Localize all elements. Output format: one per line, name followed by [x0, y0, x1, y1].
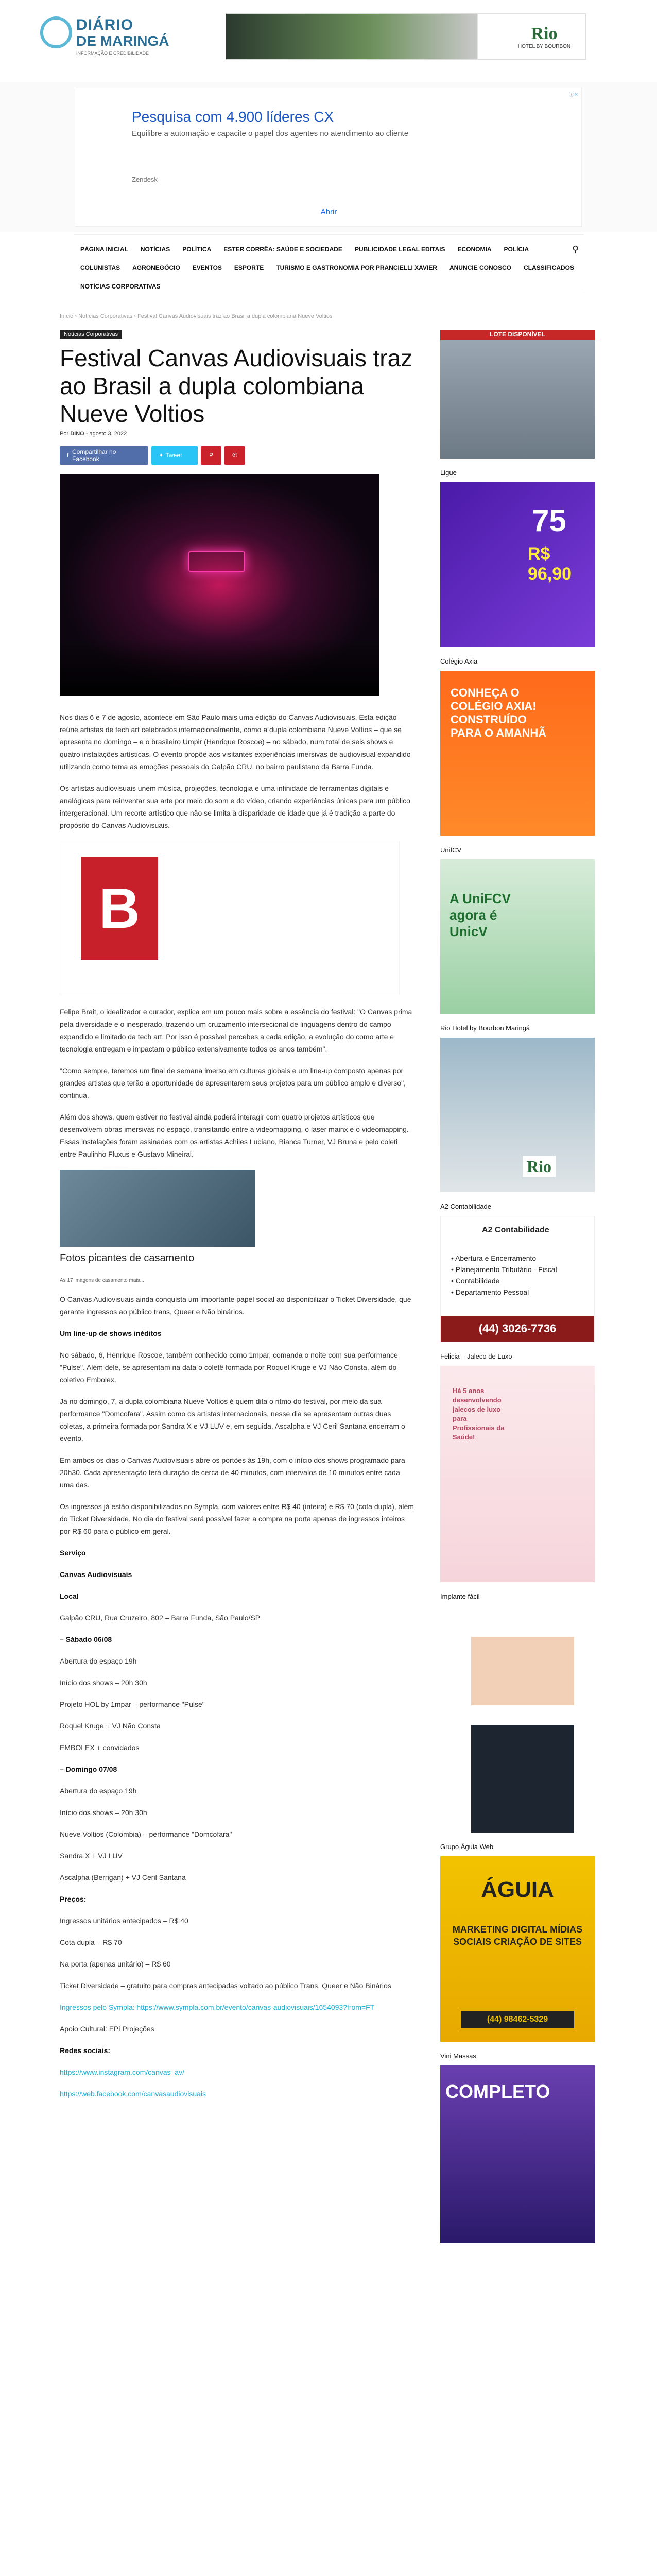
whatsapp-icon: ✆	[232, 452, 238, 459]
ad-list-item: • Departamento Pessoal	[451, 1288, 529, 1296]
page-title: Festival Canvas Audiovisuais traz ao Brasil a dupla colombiana Nueve Voltios	[60, 345, 413, 427]
author-link[interactable]: DINO	[70, 431, 84, 437]
promo-title[interactable]: Fotos picantes de casamento	[60, 1252, 195, 1264]
site-logo[interactable]	[40, 13, 174, 55]
service-line: Galpão CRU, Rua Cruzeiro, 802 – Barra Funda, São Paulo/SP	[60, 1614, 261, 1622]
ad-image	[440, 2065, 595, 2243]
twitter-icon: ✦	[159, 452, 166, 459]
service-line: Redes sociais:	[60, 2046, 111, 2055]
ad-image	[440, 482, 595, 647]
ad-list-item: • Abertura e Encerramento	[451, 1254, 537, 1262]
service-line: Apoio Cultural: EPi Projeções	[60, 2025, 154, 2033]
ad-label: A UniFCV agora é UnicV	[449, 891, 511, 939]
hero-crowd-graphic	[60, 639, 379, 696]
banner-rio-logo	[503, 14, 585, 59]
service-line: Canvas Audiovisuais	[60, 1570, 132, 1579]
article-paragraph: Além dos shows, quem estiver no festival ainda poderá interagir com quatro projetos artísticos que desenvolvem obras imersivas no espaço, transitando entre a videomapping, o laser mainx e o videomapping. Essas instalações foram assinadas com os artistas Achiles Luciano, Bianca Turner, VJ Bruna e pelo coleti entre Paulinho Fluxus e Gustavo Mineiral.	[60, 1113, 409, 1158]
ad-price: R$ 96,90	[528, 544, 572, 584]
sidebar-ad-axia[interactable]	[440, 657, 595, 836]
ad-image	[440, 1366, 595, 1582]
ad-sub: MARKETING DIGITAL MÍDIAS SOCIAIS CRIAÇÃO DE SITES	[452, 1924, 583, 1947]
section-heading: Serviço	[60, 1549, 86, 1557]
article-paragraph: Os ingressos já estão disponibilizados no Sympla, com valores entre R$ 40 (inteira) e R$ 70 (cota dupla), além do Ticket Diversidade. No dia do festival será possível fazer a compra na porta apenas de ingressos inteiros por R$ 60 para o público em geral.	[60, 1502, 414, 1535]
nav-item-noticias[interactable]: NOTÍCIAS	[140, 246, 170, 253]
promo-source: As 17 imagens de casamento mais...	[60, 1278, 144, 1283]
article-paragraph: Já no domingo, 7, a dupla colombiana Nueve Voltios é quem dita o ritmo do festival, por meio da sua performance "Domcofara". Assim como os artistas internacionais, nesse dia se apresentam outras duas coletas, a primeira formada por Sandra X e VJ LUV e, em seguida, Ascalpha e VJ Ceril Santana encerram o evento.	[60, 1397, 405, 1443]
promo-ad[interactable]	[60, 1170, 400, 1283]
service-line: Na porta (apenas unitário) – R$ 60	[60, 1960, 171, 1968]
nav-item-esporte[interactable]: ESPORTE	[234, 264, 264, 272]
category-badge[interactable]: Notícias Corporativas	[60, 330, 122, 339]
service-line: Início dos shows – 20h 30h	[60, 1808, 147, 1817]
nav-item-anuncie[interactable]: ANUNCIE CONOSCO	[449, 264, 511, 272]
sidebar-title: Ligue	[440, 469, 457, 477]
nav-item-ester-correa[interactable]: ESTER CORRÊA: SAÚDE E SOCIEDADE	[223, 246, 342, 253]
nav-item-classificados[interactable]: CLASSIFICADOS	[523, 264, 574, 272]
sidebar-title: Felicia – Jaleco de Luxo	[440, 1352, 512, 1360]
share-whatsapp-button[interactable]	[224, 446, 245, 465]
ad-subtitle: Equilibre a automação e capacite o papel dos agentes no atendimento ao cliente	[132, 129, 409, 138]
article-paragraph: Nos dias 6 e 7 de agosto, acontece em São Paulo mais uma edição do Canvas Audiovisuais. Esta edição reúne artistas de tech art celebrados internacionalmente, como a dupla colombiana Nueve Voltios – que se apresenta no domingo – e o brasileiro Umpir (Henrique Roscoe) – no sábado, num total de seis shows e quatro instalações artísticas. O evento propõe aos visitantes experiências imersivas de audiovisual expandido utilizando como tema as emoções pessoais do Galpão CRU, no bairro paulistano da Barra Funda.	[60, 713, 411, 771]
banner-rio-text: Rio	[531, 24, 558, 43]
service-line: Projeto HOL by 1mpar – performance "Pulse"	[60, 1700, 205, 1708]
service-line: Ingressos unitários antecipados – R$ 40	[60, 1917, 188, 1925]
ad-list	[451, 1252, 557, 1298]
logo-brand-line1: DIÁRIO	[76, 16, 133, 33]
article-paragraph: "Como sempre, teremos um final de semana imerso em culturas globais e um line-up composto apenas por grandes artistas que terão a oportunidade de apresentarem seus projetos para um público amplo e diverso", continua.	[60, 1066, 406, 1099]
service-line: Nueve Voltios (Colombia) – performance "Domcofara"	[60, 1830, 232, 1838]
article-paragraph: No sábado, 6, Henrique Roscoe, também conhecido como 1mpar, comanda o noite com sua performance "Pulse". Além dele, se apresentam na data o coletê formada por Roquel Kruge e VJ Não Consta, além do coletivo Embolex.	[60, 1351, 398, 1384]
service-line: Cota dupla – R$ 70	[60, 1938, 122, 1946]
sidebar-title: UnifCV	[440, 846, 462, 854]
article-paragraph: Felipe Brait, o idealizador e curador, explica em um pouco mais sobre a essência do festival: "O Canvas prima pela diversidade e o inesperado, trazendo um cruzamento intersecional de linguagens dentro do campo expandido e limitado da tech art. Por isso é possível percebes a cada edição, a evolução do como arte e tecnologia entregam e impactam o público extensivamente todos os anos também".	[60, 1008, 412, 1053]
ad-brand: Zendesk	[132, 176, 158, 183]
sidebar-ad-implante[interactable]	[440, 1592, 595, 1833]
service-line: – Domingo 07/08	[60, 1765, 117, 1773]
nav-item-politica[interactable]: POLÍTICA	[182, 246, 212, 253]
sidebar-ad-unifcv[interactable]	[440, 846, 595, 1014]
ad-image	[440, 1038, 595, 1192]
service-line: Ascalpha (Berrigan) + VJ Ceril Santana	[60, 1873, 186, 1882]
hero-image	[60, 474, 379, 696]
ad-info-icon[interactable]: ⓘ✕	[568, 92, 578, 98]
nav-item-agronegocio[interactable]: AGRONEGÓCIO	[132, 264, 180, 272]
ad-title[interactable]: Pesquisa com 4.900 líderes CX	[132, 109, 334, 125]
nav-item-home[interactable]: PÁGINA INICIAL	[80, 246, 128, 253]
ad-image	[440, 1216, 595, 1342]
sidebar-ad-ligue[interactable]	[440, 469, 595, 647]
ad-label: CONHEÇA O COLÉGIO AXIA! CONSTRUÍDO PARA O AMANHÃ	[451, 686, 547, 739]
sympla-link[interactable]: Ingressos pelo Sympla: https://www.sympla.com.br/evento/canvas-audiovisuais/1654093?from=FT	[60, 2003, 375, 2011]
nav-item-publicidade-legal[interactable]: PUBLICIDADE LEGAL EDITAIS	[354, 246, 445, 253]
service-line: Início dos shows – 20h 30h	[60, 1679, 147, 1687]
logo-circle-icon	[40, 16, 72, 48]
service-line: EMBOLEX + convidados	[60, 1743, 140, 1752]
instagram-link[interactable]: https://www.instagram.com/canvas_av/	[60, 2068, 184, 2076]
header-banner-ad[interactable]	[226, 13, 586, 60]
ad-list-item: • Planejamento Tributário - Fiscal	[451, 1265, 557, 1274]
nav-item-policia[interactable]: POLÍCIA	[504, 246, 529, 253]
share-facebook-button[interactable]	[60, 446, 148, 465]
main-nav	[74, 234, 584, 290]
sidebar-ad-a2[interactable]	[440, 1202, 595, 1342]
article-paragraph: Os artistas audiovisuais unem música, projeções, tecnologia e uma infinidade de ferramentas digitais e analógicas para reinventar sua arte por meio do som e do vídeo, criando experiências únicas para um público intergeracional. Um recorte artístico que não se limita à disparidade de idade que já é tradição a parte do propósito do Canvas Audiovisuais.	[60, 784, 410, 829]
article-meta: Por DINO - agosto 3, 2022	[60, 431, 127, 437]
sidebar-ad-aguia[interactable]	[440, 1843, 595, 2042]
doctor-figure	[471, 1637, 574, 1833]
hero-stage-graphic	[188, 551, 245, 572]
share-pinterest-button[interactable]	[201, 446, 221, 465]
nav-item-economia[interactable]: ECONOMIA	[457, 246, 492, 253]
sidebar-title: Rio Hotel by Bourbon Maringá	[440, 1024, 530, 1032]
service-line: Preços:	[60, 1895, 87, 1903]
article-paragraph: Em ambos os dias o Canvas Audiovisuais abre os portões às 19h, com o início dos shows programado para 20h30. Cada apresentação terá duração de cerca de 40 minutos, com intervalos de 10 minutos entre cada uma das.	[60, 1456, 405, 1489]
ad-image	[440, 859, 595, 1014]
ad-label: A2 Contabilidade	[482, 1226, 549, 1234]
service-line: – Sábado 06/08	[60, 1635, 112, 1643]
ad-list-item: • Contabilidade	[451, 1277, 500, 1285]
breadcrumb[interactable]: Início › Notícias Corporativas › Festival Canvas Audiovisuais traz ao Brasil a dupla colombiana Nueve Voltios	[60, 313, 333, 319]
ad-label: ÁGUIA	[481, 1877, 554, 1902]
top-ad[interactable]	[75, 88, 582, 227]
nav-item-noticias-corporativas[interactable]: NOTÍCIAS CORPORATIVAS	[80, 283, 161, 290]
sidebar-ad-rio-hotel[interactable]	[440, 1024, 595, 1192]
sidebar	[440, 330, 595, 2253]
banner-rio-sub: HOTEL BY BOURBON	[517, 43, 571, 49]
section-heading: Um line-up de shows inéditos	[60, 1329, 162, 1337]
sidebar-ad-lote[interactable]	[440, 330, 595, 459]
service-line: Sandra X + VJ LUV	[60, 1852, 123, 1860]
service-line: Ticket Diversidade – gratuito para compras antecipadas voltado ao público Trans, Queer e Não Binários	[60, 1981, 391, 1990]
ad-label: COMPLETO	[445, 2081, 550, 2102]
ad-label: 75	[532, 503, 566, 538]
sidebar-title: A2 Contabilidade	[440, 1202, 492, 1210]
promo-image	[60, 1170, 255, 1247]
service-line: Local	[60, 1592, 79, 1600]
nav-item-colunistas[interactable]: COLUNISTAS	[80, 264, 120, 272]
sidebar-ad-felicia[interactable]	[440, 1352, 595, 1582]
site-header	[40, 0, 617, 77]
sidebar-title: Vini Massas	[440, 2052, 476, 2060]
share-twitter-label: Tweet	[165, 452, 182, 459]
share-top	[60, 446, 245, 465]
facebook-link[interactable]: https://web.facebook.com/canvasaudiovisuais	[60, 2090, 206, 2098]
pinterest-icon: P	[209, 452, 213, 459]
article-paragraph: O Canvas Audiovisuais ainda conquista um importante papel social ao disponibilizar o Ticket Diversidade, que garante ingressos ao público trans, Queer e Não binários.	[60, 1295, 411, 1316]
sidebar-title: Grupo Águia Web	[440, 1843, 494, 1851]
sidebar-title: Implante fácil	[440, 1592, 480, 1600]
ad-label: LOTE DISPONÍVEL	[489, 331, 545, 338]
share-facebook-label: Compartilhar no Facebook	[72, 448, 116, 463]
search-icon[interactable]: ⚲	[572, 244, 579, 255]
logo-brand-line2: DE MARINGÁ	[76, 33, 169, 49]
sidebar-title: Colégio Axia	[440, 657, 478, 665]
ad-label: Rio	[523, 1156, 556, 1177]
article-body	[60, 711, 415, 2109]
service-line: Roquel Kruge + VJ Não Consta	[60, 1722, 161, 1730]
logo-tagline: INFORMAÇÃO E CREDIBILIDADE	[76, 50, 149, 56]
ad-label: Há 5 anos desenvolvendo jalecos de luxo para Profissionais da Saúde!	[453, 1387, 505, 1441]
ad-phone: (44) 98462-5329	[461, 2011, 574, 2028]
ad-image	[440, 671, 595, 836]
ad-brand-logo-icon: B	[81, 857, 158, 960]
nav-item-turismo[interactable]: TURISMO E GASTRONOMIA POR PRANCIELLI XAVIER	[276, 264, 437, 272]
service-line: Abertura do espaço 19h	[60, 1657, 137, 1665]
ad-image	[440, 330, 595, 459]
ad-image	[440, 1856, 595, 2042]
ad-phone: (44) 3026-7736	[441, 1316, 594, 1342]
share-twitter-button[interactable]	[151, 446, 198, 465]
facebook-icon: f	[67, 452, 73, 459]
inline-ad[interactable]	[60, 841, 400, 995]
service-line: Abertura do espaço 19h	[60, 1787, 137, 1795]
ad-image	[440, 1606, 595, 1833]
nav-item-eventos[interactable]: EVENTOS	[192, 264, 222, 272]
article-date: agosto 3, 2022	[89, 431, 127, 437]
sidebar-ad-vini-massas[interactable]	[440, 2052, 595, 2243]
top-ad-container	[0, 82, 657, 232]
ad-open-button[interactable]: Abrir	[320, 208, 337, 216]
